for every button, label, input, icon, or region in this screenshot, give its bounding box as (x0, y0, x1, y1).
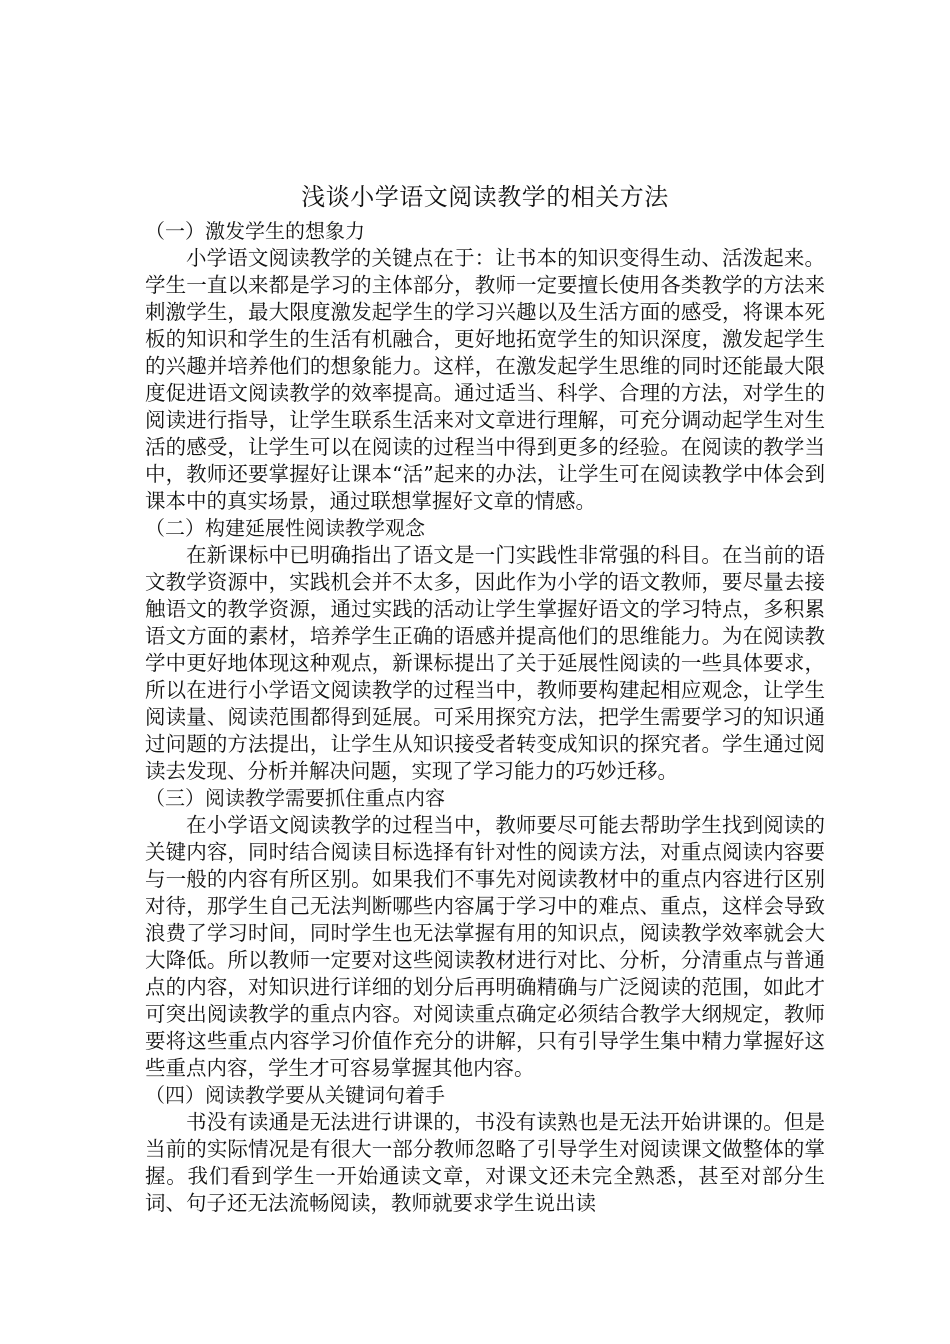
document-content (145, 180, 825, 1217)
section-heading: （四）阅读教学要从关键词句着手 (145, 1083, 445, 1107)
section-heading: （三）阅读教学需要抓住重点内容 (145, 786, 445, 810)
section-paragraph: 在新课标中已明确指出了语文是一门实践性非常强的科目。在当前的语文教学资源中，实践机会并不太多，因此作为小学的语文教师，要尽量去接触语文的教学资源，通过实践的活动让学生掌握好语文的学习特点，多积累语文方面的素材，培养学生正确的语感并提高他们的思维能力。为在阅读教学中更好地体现这种观点，新课标提出了关于延展性阅读的一些具体要求，所以在进行小学语文阅读教学的过程当中，教师要构建起相应观念，让学生阅读量、阅读范围都得到延展。可采用探究方法，把学生需要学习的知识通过问题的方法提出，让学生从知识接受者转变成知识的探究者。学生通过阅读去发现、分析并解决问题，实现了学习能力的巧妙迁移。 (145, 543, 825, 783)
section-2 (145, 515, 825, 785)
section-paragraph: 在小学语文阅读教学的过程当中，教师要尽可能去帮助学生找到阅读的关键内容，同时结合阅读目标选择有针对性的阅读方法，对重点阅读内容要与一般的内容有所区别。如果我们不事先对阅读教材中的重点内容进行区别对待，那学生自己无法判断哪些内容属于学习中的难点、重点，这样会导致浪费了学习时间，同时学生也无法掌握有用的知识点，阅读教学效率就会大大降低。所以教师一定要对这些阅读教材进行对比、分析，分清重点与普通点的内容，对知识进行详细的划分后再明确精确与广泛阅读的范围，如此才可突出阅读教学的重点内容。对阅读重点确定必须结合教学大纲规定，教师要将这些重点内容学习价值作充分的讲解，只有引导学生集中精力掌握好这些重点内容，学生才可容易掌握其他内容。 (145, 813, 825, 1080)
document-title: 浅谈小学语文阅读教学的相关方法 (301, 183, 669, 211)
section-paragraph: 小学语文阅读教学的关键点在于：让书本的知识变得生动、活泼起来。学生一直以来都是学习的主体部分，教师一定要擅长使用各类教学的方法来刺激学生，最大限度激发起学生的学习兴趣以及生活方面的感受，将课本死板的知识和学生的生活有机融合，更好地拓宽学生的知识深度，激发起学生的兴趣并培养他们的想象能力。这样，在激发起学生思维的同时还能最大限度促进语文阅读教学的效率提高。通过适当、科学、合理的方法，对学生的阅读进行指导，让学生联系生活来对文章进行理解，可充分调动起学生对生活的感受，让学生可以在阅读的过程当中得到更多的经验。在阅读的教学当中，教师还要掌握好让课本“活”起来的办法，让学生可在阅读教学中体会到课本中的真实场景，通过联想掌握好文章的情感。 (145, 246, 825, 513)
section-heading: （一）激发学生的想象力 (145, 219, 365, 243)
section-paragraph: 书没有读通是无法进行讲课的，书没有读熟也是无法开始讲课的。但是当前的实际情况是有很大一部分教师忽略了引导学生对阅读课文做整体的掌握。我们看到学生一开始通读文章，对课文还未完全熟悉，甚至对部分生词、句子还无法流畅阅读，教师就要求学生说出读 (145, 1110, 825, 1215)
section-4 (145, 1082, 825, 1217)
section-1 (145, 218, 825, 515)
section-3 (145, 785, 825, 1082)
section-heading: （二）构建延展性阅读教学观念 (145, 516, 425, 540)
